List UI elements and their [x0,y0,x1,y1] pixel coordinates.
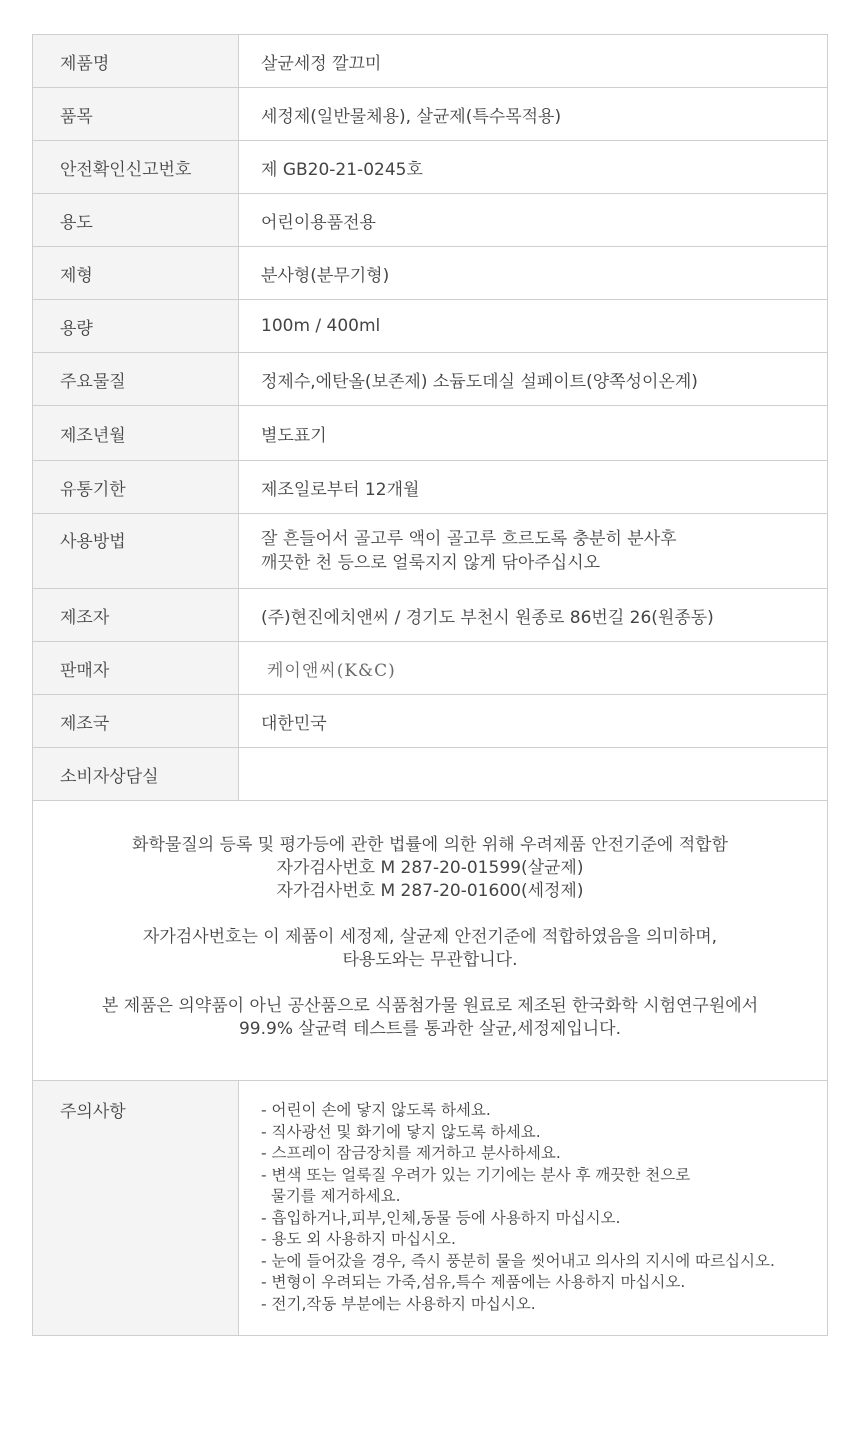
spec-row-item [33,88,827,141]
spec-row-purpose [33,194,827,247]
notice-line: 타용도와는 무관합니다. [342,950,518,970]
caution-item: - 변색 또는 얼룩질 우려가 있는 기기에는 분사 후 깨끗한 천으로 [261,1165,691,1184]
notice-line: 화학물질의 등록 및 평가등에 관한 법률에 의한 위해 우려제품 안전기준에 적합함 [132,835,728,855]
caution-item: - 흡입하거나,피부,인체,동물 등에 사용하지 마십시오. [261,1208,621,1227]
spec-value: 분사형(분무기형) [261,265,390,286]
spec-value: 제조일로부터 12개월 [261,479,420,500]
caution-item: - 어린이 손에 닿지 않도록 하세요. [261,1101,491,1119]
notice-line: 자가검사번호 M 287-20-01599(살균제) [276,858,584,878]
spec-label: 제형 [33,247,239,299]
product-info-table [32,34,828,1336]
caution-list [261,1100,775,1315]
caution-item: - 변형이 우려되는 가죽,섬유,특수 제품에는 사용하지 마십시오. [261,1273,686,1291]
spec-label: 제조국 [33,695,239,747]
spec-label: 안전확인신고번호 [33,141,239,193]
spec-label: 품목 [33,88,239,140]
spec-row-country [33,695,827,748]
spec-value: 어린이용품전용 [261,212,376,233]
spec-label: 용도 [33,194,239,246]
spec-label: 유통기한 [33,461,239,513]
notice-paragraph [33,834,827,903]
spec-row-ingredients [33,353,827,406]
spec-value: 100m / 400ml [261,316,381,336]
seller-logo: 케이앤씨(K&C) [267,660,396,681]
spec-row-usage [33,514,827,589]
spec-row-manufacturer [33,589,827,642]
spec-value: 제 GB20-21-0245호 [261,159,423,180]
spec-row-consumer-center [33,748,827,801]
caution-item: - 스프레이 잠금장치를 제거하고 분사하세요. [261,1144,561,1162]
spec-value: 대한민국 [261,713,327,734]
caution-item: 물기를 제거하세요. [261,1187,401,1205]
seller-cell [239,642,827,694]
spec-value: 정제수,에탄올(보존제) 소듐도데실 설페이트(양쪽성이온계) [261,371,698,392]
spec-row-expiry [33,461,827,514]
spec-row-safety-number [33,141,827,194]
notice-line: 자가검사번호 M 287-20-01600(세정제) [276,881,584,901]
spec-label: 사용방법 [33,514,239,588]
notice-line: 자가검사번호는 이 제품이 세정제, 살균제 안전기준에 적합하였음을 의미하며, [142,927,718,947]
notice-paragraph [33,926,827,972]
spec-row-seller [33,642,827,695]
spec-row-manufacture-date [33,406,827,461]
caution-item: - 직사광선 및 화기에 닿지 않도록 하세요. [261,1122,541,1141]
caution-item: - 전기,작동 부분에는 사용하지 마십시오. [261,1294,536,1313]
certification-notice [33,801,827,1081]
spec-row-product-name [33,35,827,88]
spec-row-caution [33,1081,827,1335]
usage-line: 잘 흔들어서 골고루 액이 골고루 흐르도록 충분히 분사후 [261,529,677,549]
usage-instructions [239,514,827,588]
spec-label: 제조자 [33,589,239,641]
notice-line: 본 제품은 의약품이 아닌 공산품으로 식품첨가물 원료로 제조된 한국화학 시험연구원에서 [101,996,759,1016]
usage-line: 깨끗한 천 등으로 얼룩지지 않게 닦아주십시오 [261,553,601,573]
spec-label: 판매자 [33,642,239,694]
caution-cell [239,1081,827,1335]
spec-label: 제품명 [33,35,239,87]
spec-label: 소비자상담실 [33,748,239,800]
spec-row-capacity [33,300,827,353]
spec-value: 세정제(일반물체용), 살균제(특수목적용) [261,106,562,127]
notice-paragraph [33,995,827,1041]
spec-label: 주요물질 [33,353,239,405]
spec-row-form [33,247,827,300]
spec-value: (주)현진에치앤씨 / 경기도 부천시 원종로 86번길 26(원종동) [261,607,714,628]
spec-value: 별도표기 [261,425,327,446]
spec-value: 살균세정 깔끄미 [261,53,382,74]
caution-item: - 용도 외 사용하지 마십시오. [261,1230,456,1248]
spec-label: 주의사항 [33,1081,239,1335]
spec-label: 제조년월 [33,406,239,460]
spec-value [239,748,827,800]
caution-item: - 눈에 들어갔을 경우, 즉시 풍분히 물을 씻어내고 의사의 지시에 따르십시오. [261,1251,775,1270]
spec-label: 용량 [33,300,239,352]
notice-line: 99.9% 살균력 테스트를 통과한 살균,세정제입니다. [238,1019,622,1039]
